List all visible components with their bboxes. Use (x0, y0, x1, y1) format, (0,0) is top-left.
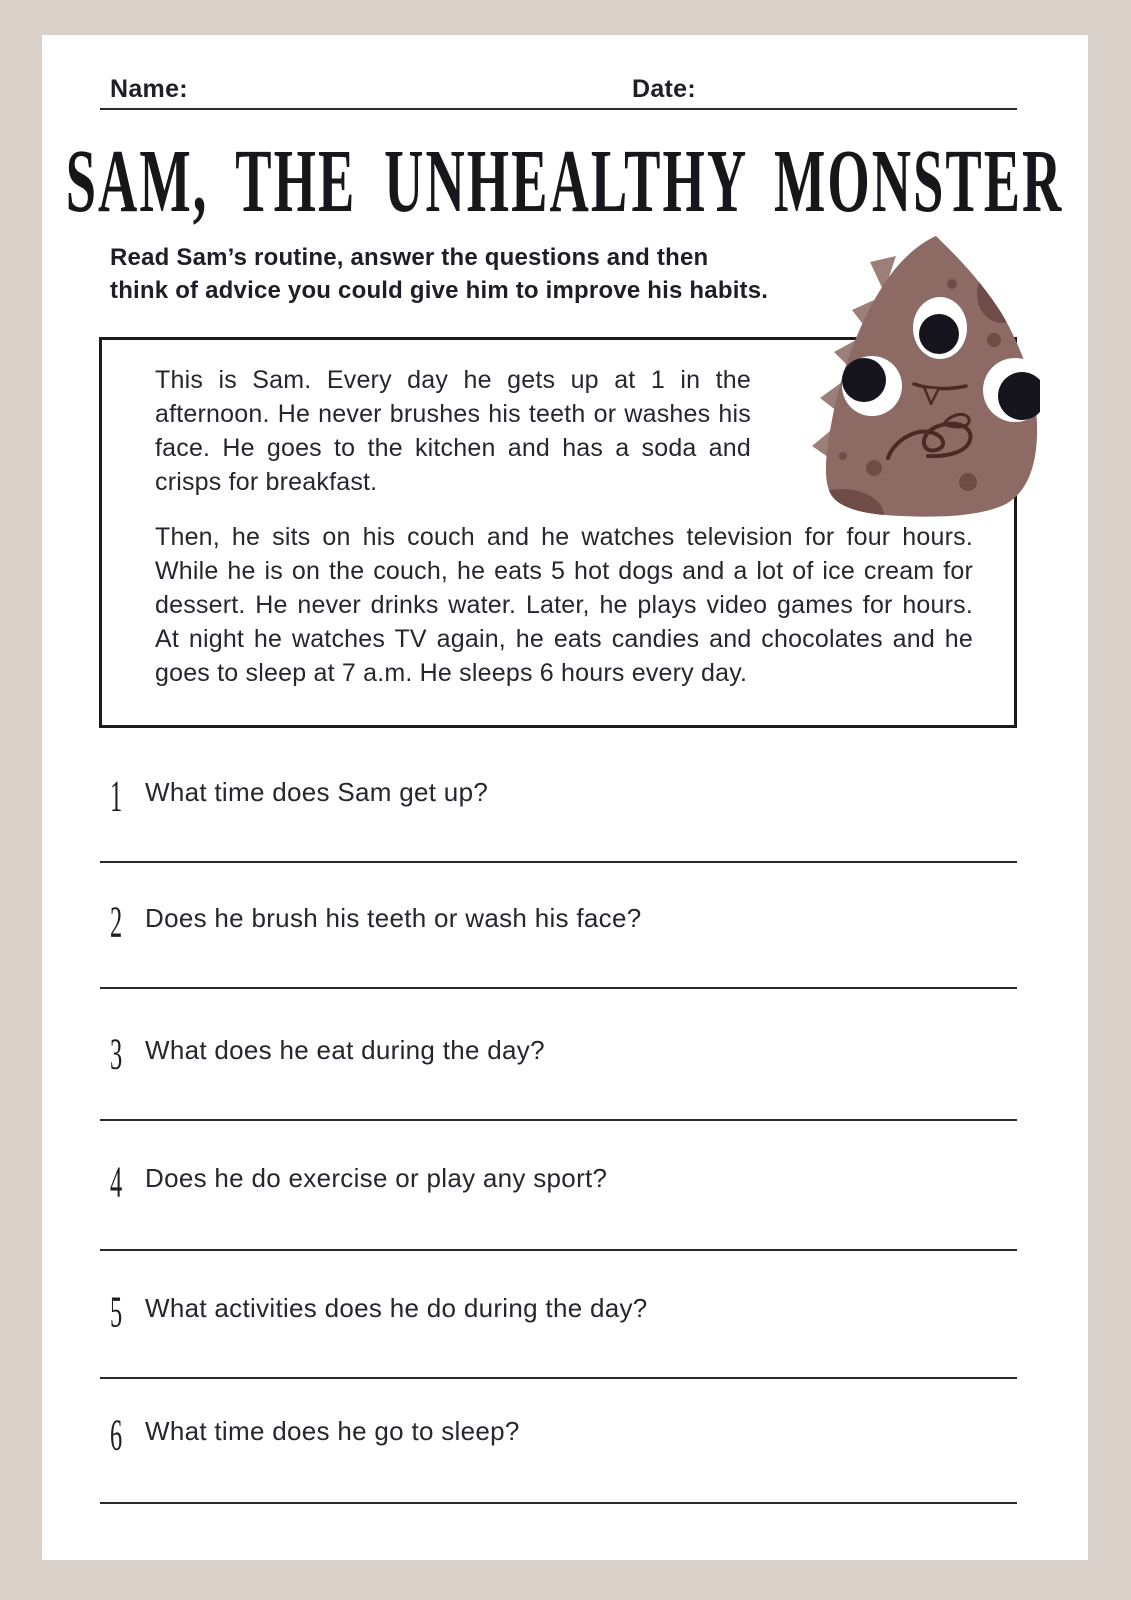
answer-line (100, 1502, 1017, 1504)
monster-illustration (810, 228, 1040, 520)
question-text: What activities does he do during the day? (145, 1293, 648, 1323)
question-number: 2 (110, 898, 123, 948)
question-text: What time does he go to sleep? (145, 1416, 520, 1446)
question-number: 4 (110, 1158, 123, 1208)
passage-paragraph-2: Then, he sits on his couch and he watches television for four hours. While he is on the couch, he eats 5 hot dogs and a lot of ice cream for dessert. He never drinks water. Later, he plays video games for hours. At night he watches TV again, he eats candies and chocolates and he goes to sleep at 7 a.m. He sleeps 6 hours every day. (155, 523, 973, 687)
worksheet-page (42, 35, 1088, 1560)
question-number: 3 (110, 1030, 123, 1080)
answer-line (100, 1119, 1017, 1121)
name-label: Name: (110, 75, 188, 103)
answer-line (100, 1377, 1017, 1379)
date-label: Date: (632, 75, 697, 103)
question-text: What time does Sam get up? (145, 777, 489, 807)
answer-line (100, 861, 1017, 863)
answer-line (100, 987, 1017, 989)
name-date-write-line (100, 108, 1017, 110)
instructions-line-1: Read Sam’s routine, answer the questions and then (110, 244, 709, 271)
passage-paragraph-1: This is Sam. Every day he gets up at 1 in the afternoon. He never brushes his teeth or washes his face. He goes to the kitchen and has a soda and crisps for breakfast. (155, 366, 751, 496)
instructions-line-2: think of advice you could give him to improve his habits. (110, 277, 769, 304)
title-row (42, 132, 1088, 232)
question-text: Does he brush his teeth or wash his face? (145, 903, 642, 933)
instructions (110, 241, 790, 307)
question-number: 5 (110, 1288, 123, 1338)
question-text: What does he eat during the day? (145, 1035, 545, 1065)
question-text: Does he do exercise or play any sport? (145, 1163, 608, 1193)
page-title: SAM, THE UNHEALTHY MONSTER (66, 132, 1064, 232)
question-number: 1 (110, 772, 123, 822)
answer-line (100, 1249, 1017, 1251)
question-number: 6 (110, 1411, 123, 1461)
